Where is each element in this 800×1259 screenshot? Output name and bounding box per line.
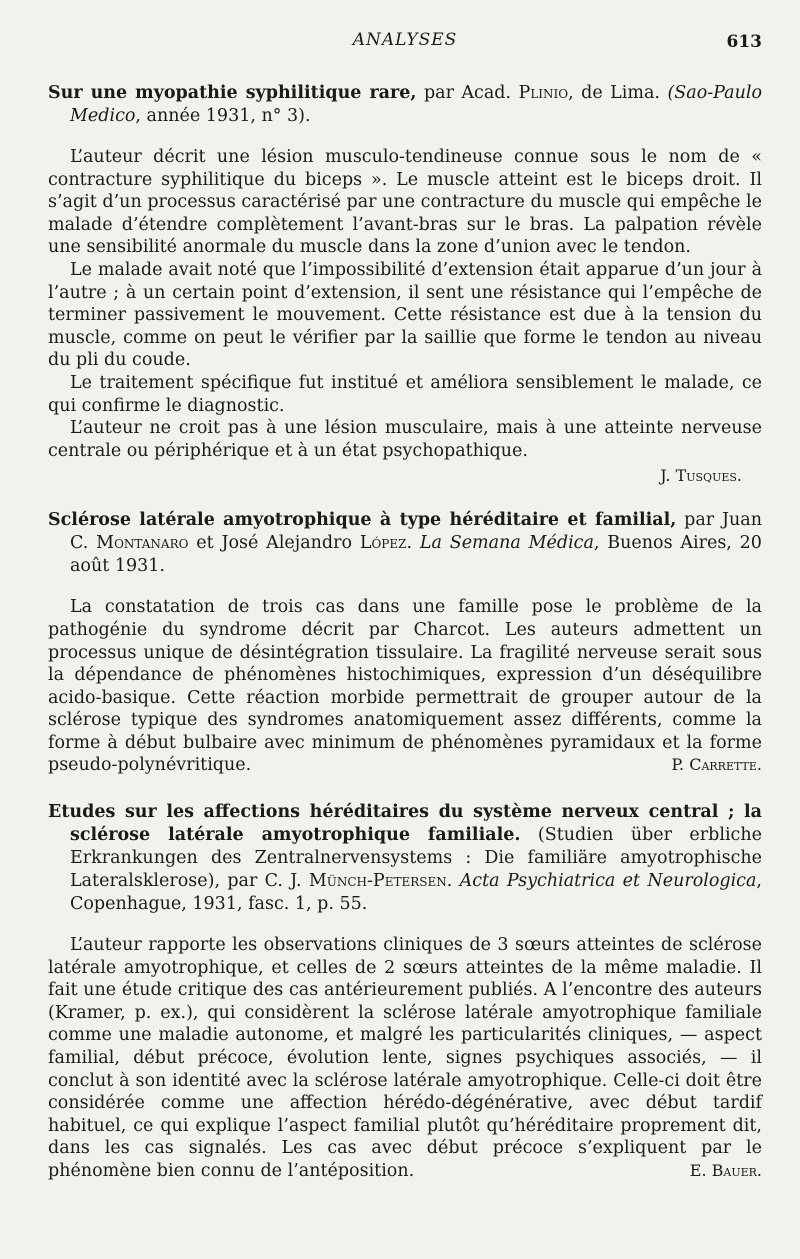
review-entry-2 bbox=[48, 509, 762, 777]
entry-author: Münch-Petersen. bbox=[308, 871, 453, 892]
entry-original-title: (Studien über erbliche Erkrankungen des Zentralnervensystems : Die familiäre amyotrophische Lateralsklerose), par C. J. bbox=[70, 825, 762, 892]
entry-paragraph-text: L’auteur rapporte les observations cliniques de 3 sœurs atteintes de sclérose latérale amyotrophique, et celles de 2 sœurs atteintes de la même maladie. Il fait une étude critique des cas antérieurement publiés. A l’encontre des auteurs (Kramer, p. ex.), qui considèrent la sclérose latérale amyotrophique familiale comme une maladie autonome, et malgré les particularités cliniques, — aspect familial, début précoce, évolution lente, signes psychiques associés, — il conclut à son identité avec la sclérose latérale amyotrophique. Celle-ci doit être considérée comme une affection hérédo-dégénérative, avec début tardif habituel, ce qui explique l’aspect familial plutôt qu’héréditaire proprement dit, dans les cas signalés. Les cas avec début précoce s’expliquent par le phénomène bien connu de l’antéposition. bbox=[48, 935, 762, 1181]
running-title: ANALYSES bbox=[352, 30, 458, 50]
entry-title: Sur une myopathie syphilitique rare, bbox=[48, 83, 417, 103]
entry-signature: J. Tusques. bbox=[660, 466, 742, 486]
entry-journal: Acta Psychiatrica et Neurologica bbox=[459, 871, 757, 892]
entry-paragraph bbox=[48, 934, 762, 1183]
review-entry-1 bbox=[48, 82, 762, 485]
entry-author: Plinio bbox=[518, 83, 569, 103]
page-number: 613 bbox=[726, 32, 762, 52]
entry-journal: La Semana Médica bbox=[419, 533, 594, 554]
entry-signature: P. Carrette. bbox=[671, 755, 762, 775]
entry-paragraph bbox=[48, 596, 762, 777]
entry-heading bbox=[48, 801, 762, 916]
entry-author: Montanaro bbox=[96, 533, 189, 554]
running-head bbox=[48, 30, 762, 64]
entry-heading bbox=[48, 509, 762, 578]
entry-paragraph: Le traitement spécifique fut institué et améliora sensiblement le malade, ce qui confirme le diagnostic. bbox=[48, 372, 762, 416]
entry-author: López. bbox=[359, 533, 413, 554]
entry-source-details: , année 1931, n° 3). bbox=[135, 106, 311, 126]
entry-title: Sclérose latérale amyotrophique à type héréditaire et familial, bbox=[48, 510, 677, 531]
entry-source-details: , Buenos Aires, 20 août 1931. bbox=[70, 533, 762, 577]
entry-paragraph: L’auteur décrit une lésion musculo-tendineuse connue sous le nom de « contracture syphilitique du biceps ». Le muscle atteint est le biceps droit. Il s’agit d’un processus caractérisé par une contracture du muscle qui empêche le malade d’étendre complètement l’avant-bras sur le bras. La palpation révèle une sensibilité anormale du muscle dans la zone d’union avec le tendon. bbox=[48, 147, 762, 258]
entry-location: , de Lima. bbox=[568, 83, 660, 103]
review-entry-3 bbox=[48, 801, 762, 1183]
entry-paragraph: Le malade avait noté que l’impossibilité d’extension était apparue d’un jour à l’autre ; à un certain point d’extension, il sent une résistance qui l’empêche de terminer passivement le mouvement. Cette résistance est due à la tension du muscle, comme on peut le vérifier par la saillie que forme le tendon au niveau du pli du coude. bbox=[48, 259, 762, 371]
entry-paragraph: L’auteur ne croit pas à une lésion musculaire, mais à une atteinte nerveuse centrale ou périphérique et à un état psychopathique. bbox=[48, 418, 762, 461]
entry-author-joiner: et José Alejandro bbox=[196, 533, 353, 554]
entry-title: Etudes sur les affections héréditaires du système nerveux central ; la sclérose latérale amyotrophique familiale. bbox=[48, 802, 762, 846]
entry-by: par Acad. bbox=[423, 83, 512, 103]
entry-signature: E. Bauer. bbox=[689, 1161, 762, 1180]
entry-source-details: , Copenhague, 1931, fasc. 1, p. 55. bbox=[70, 871, 762, 915]
entry-source: (Sao-Paulo Medico bbox=[70, 83, 762, 126]
entry-by: par Juan C. bbox=[70, 510, 762, 554]
entry-heading bbox=[48, 82, 762, 128]
entry-paragraph-text: La constatation de trois cas dans une famille pose le problème de la pathogénie du syndrome décrit par Charcot. Les auteurs admettent un processus unique de désintégration tissulaire. La fragilité nerveuse serait sous la dépendance de phénomènes histochimiques, expression d’un déséquilibre acido-basique. Cette réaction morbide permettrait de grouper autour de la sclérose typique des syndromes anatomiquement assez différents, comme la forme à début bulbaire avec minimum de phénomènes pyramidaux et la forme pseudo-polynévritique. bbox=[48, 597, 762, 776]
